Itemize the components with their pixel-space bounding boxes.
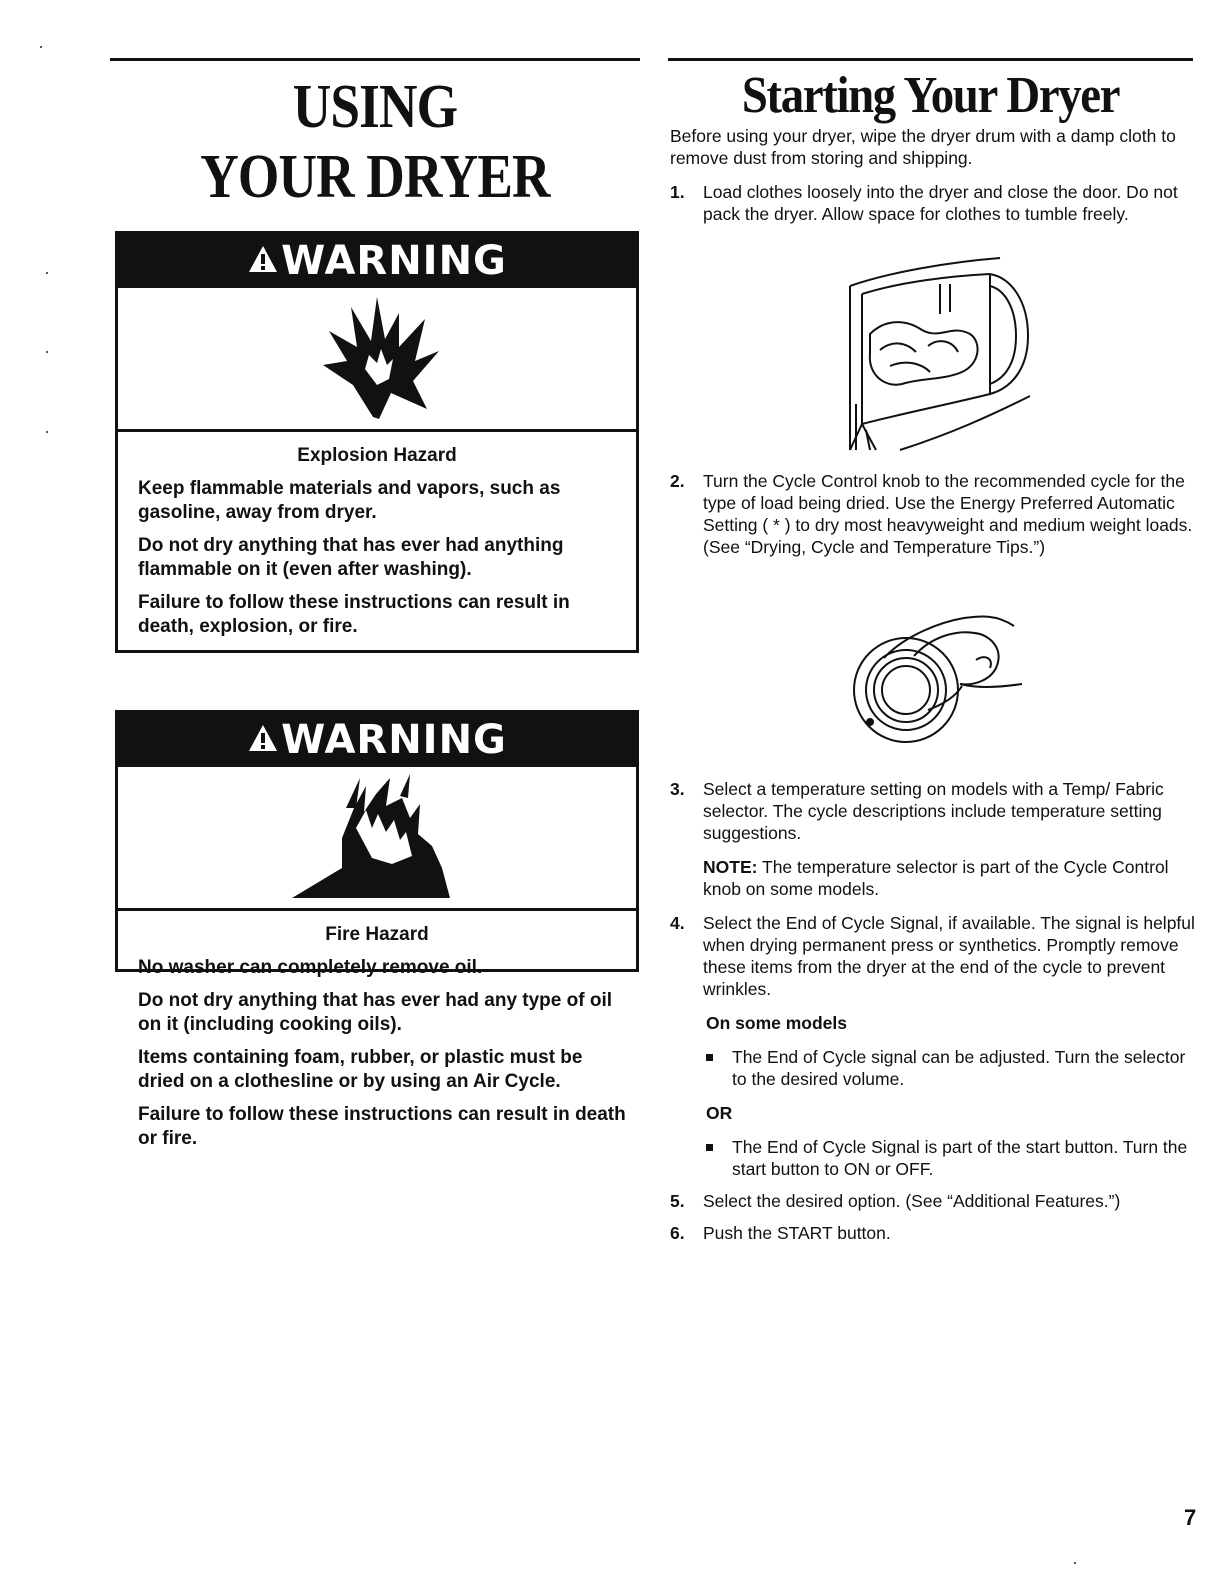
scan-speck bbox=[46, 272, 48, 274]
or-label: OR bbox=[706, 1103, 733, 1123]
warning-paragraph: No washer can completely remove oil. bbox=[138, 957, 483, 978]
dryer-drum-illustration bbox=[840, 254, 1040, 459]
step-number: 6. bbox=[670, 1223, 685, 1243]
explosion-warning-box bbox=[115, 231, 639, 653]
warning-paragraph: Keep flammable materials and vapors, such as gasoline, away from dryer. bbox=[138, 478, 561, 523]
explosion-pictogram bbox=[118, 288, 636, 432]
step-text: Select a temperature setting on models with a Temp/ Fabric selector. The cycle descriptions include temperature setting suggestions. bbox=[703, 779, 1164, 843]
warning-paragraph: Do not dry anything that has ever had any type of oil on it (including cooking oils). bbox=[138, 990, 613, 1035]
note-text: The temperature selector is part of the Cycle Control knob on some models. bbox=[703, 857, 1169, 899]
step-1 bbox=[670, 181, 1196, 225]
step-6 bbox=[670, 1222, 1196, 1244]
warning-label: WARNING bbox=[281, 717, 507, 763]
bullet-item bbox=[702, 1046, 1196, 1090]
warning-header bbox=[118, 713, 636, 767]
warning-paragraph: Failure to follow these instructions can result in death, explosion, or fire. bbox=[138, 592, 570, 637]
step-number: 5. bbox=[670, 1191, 685, 1211]
title-line-2: YOUR DRYER bbox=[200, 143, 550, 211]
scan-speck bbox=[40, 46, 42, 48]
step-5 bbox=[670, 1190, 1196, 1212]
section-title: Starting Your Dryer bbox=[741, 67, 1120, 124]
warning-paragraph: Failure to follow these instructions can result in death or fire. bbox=[138, 1104, 626, 1149]
explosion-warning-body bbox=[118, 432, 636, 653]
warning-paragraph: Items containing foam, rubber, or plastic must be dried on a clothesline or by using an Air Cycle. bbox=[138, 1047, 583, 1092]
step-number: 2. bbox=[670, 471, 685, 491]
some-models-heading: On some models bbox=[706, 1013, 848, 1033]
right-top-rule bbox=[668, 58, 1193, 61]
scan-speck bbox=[46, 351, 48, 353]
step-number: 1. bbox=[670, 182, 685, 202]
bullet-square-icon bbox=[702, 1046, 732, 1090]
bullet-square-icon bbox=[702, 1136, 732, 1180]
cycle-control-knob-illustration bbox=[844, 610, 1044, 765]
fire-pictogram bbox=[118, 767, 636, 911]
note-paragraph bbox=[703, 856, 1196, 900]
step-3 bbox=[670, 778, 1196, 844]
step-2 bbox=[670, 470, 1196, 558]
intro-text: Before using your dryer, wipe the dryer drum with a damp cloth to remove dust from storing and shipping. bbox=[670, 126, 1176, 168]
left-top-rule bbox=[110, 58, 640, 61]
step-text: Select the End of Cycle Signal, if available. The signal is helpful when drying permanent press or synthetics. Promptly remove these items from the dryer at the end of the cycle to prevent wrinkles. bbox=[703, 913, 1195, 999]
steps-3-6-block bbox=[670, 778, 1196, 1244]
step-4 bbox=[670, 912, 1196, 1000]
hazard-title: Fire Hazard bbox=[325, 924, 429, 945]
warning-paragraph: Do not dry anything that has ever had anything flammable on it (even after washing). bbox=[138, 535, 564, 580]
warning-label: WARNING bbox=[281, 238, 507, 284]
hazard-title: Explosion Hazard bbox=[297, 445, 457, 466]
intro-block bbox=[670, 125, 1196, 225]
scan-speck bbox=[46, 431, 48, 433]
warning-triangle-icon bbox=[247, 717, 279, 763]
step-text: Push the START button. bbox=[703, 1223, 891, 1243]
step-text: Load clothes loosely into the dryer and close the door. Do not pack the dryer. Allow space for clothes to tumble freely. bbox=[703, 182, 1178, 224]
step-number: 4. bbox=[670, 913, 685, 933]
warning-header bbox=[118, 234, 636, 288]
step-number: 3. bbox=[670, 779, 685, 799]
explosion-icon bbox=[307, 289, 447, 428]
step-text: Select the desired option. (See “Additional Features.”) bbox=[703, 1191, 1121, 1211]
step-2-block bbox=[670, 470, 1196, 558]
fire-icon bbox=[282, 768, 472, 907]
step-text: Turn the Cycle Control knob to the recommended cycle for the type of load being dried. Use the Energy Preferred Automatic Setting ( * ) to dry most heavyweight and medium weight loads. (See “Drying, Cycle and Temperature Tips.”) bbox=[703, 471, 1193, 557]
scan-speck bbox=[1074, 1562, 1076, 1564]
page-number: 7 bbox=[1184, 1505, 1197, 1530]
bullet-text: The End of Cycle signal can be adjusted. Turn the selector to the desired volume. bbox=[732, 1047, 1186, 1089]
bullet-text: The End of Cycle Signal is part of the start button. Turn the start button to ON or OFF. bbox=[732, 1137, 1188, 1179]
title-line-1: USING bbox=[292, 73, 458, 141]
bullet-item bbox=[702, 1136, 1196, 1180]
page-title bbox=[147, 72, 603, 212]
fire-warning-paragraphs bbox=[138, 956, 628, 1151]
note-label: NOTE: bbox=[703, 857, 758, 877]
warning-triangle-icon bbox=[247, 238, 279, 284]
fire-warning-box bbox=[115, 710, 639, 972]
